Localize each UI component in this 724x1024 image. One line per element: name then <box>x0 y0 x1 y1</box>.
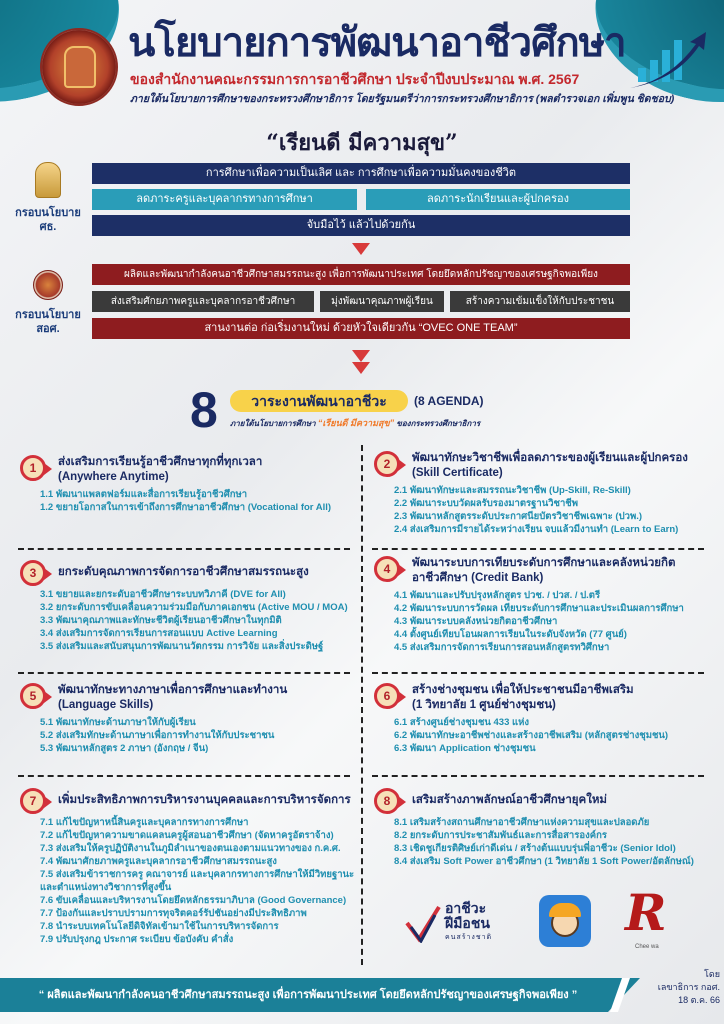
chevron-down-icon <box>352 362 370 374</box>
chee-wa-mark: R <box>625 883 667 942</box>
agenda-card-title <box>412 788 710 808</box>
ovec-seal-small-icon <box>33 270 63 300</box>
agenda-card-item: 5.1 พัฒนาทักษะด้านภาษาให้กับผู้เรียน <box>40 717 196 728</box>
byline-line1: โดย <box>704 969 720 979</box>
otc-logo-line1: อาชีวะ <box>445 900 487 916</box>
agenda-card-8 <box>374 788 710 868</box>
column-divider <box>361 445 363 965</box>
section-divider <box>372 672 704 674</box>
agenda-card-item: 8.3 เชิดชูเกียรติศิษย์เก่าดีเด่น / สร้างต้นแบบรุ่นพี่อาชีวะ (Senior Idol) <box>394 843 676 854</box>
agenda-card-4 <box>374 556 710 654</box>
agenda-card-title-line: ส่งเสริมการเรียนรู้อาชีวศึกษาทุกที่ทุกเวลา <box>58 456 263 468</box>
agenda-title: วาระงานพัฒนาอาชีวะ <box>230 390 408 412</box>
agenda-card-item: 7.4 พัฒนาศักยภาพครูและบุคลากรอาชีวศึกษาสมรรถนะสูง <box>40 856 277 867</box>
otc-logo <box>405 899 510 947</box>
page-subsubtitle: ภายใต้นโยบายการศึกษาของกระทรวงศึกษาธิการ โดยรัฐมนตรีว่าการกระทรวงศึกษาธิการ (พลตำรวจเอก เพิ่มพูน ชิดชอบ) <box>130 93 675 105</box>
agenda-title-en: (8 AGENDA) <box>414 394 484 408</box>
agenda-card-item: 8.2 ยกระดับการประชาสัมพันธ์และการสื่อสารองค์กร <box>394 830 607 841</box>
agenda-card-2 <box>374 451 710 536</box>
agenda-card-title-line: (Anywhere Anytime) <box>58 471 169 483</box>
agenda-card-7 <box>20 788 356 946</box>
section-divider <box>18 548 350 550</box>
agenda-number-badge: 7 <box>20 788 46 814</box>
ovec-seal-icon <box>40 28 118 106</box>
agenda-card-title-line: พัฒนาระบบการเทียบระดับการศึกษาและคลังหน่วยกิต <box>412 557 676 569</box>
agenda-card-title-line: (Skill Certificate) <box>412 467 503 479</box>
agenda-number-badge: 5 <box>20 683 46 709</box>
page-subtitle: ของสำนักงานคณะกรรมการการอาชีวศึกษา ประจำปีงบประมาณ พ.ศ. 2567 <box>130 71 580 87</box>
agenda-heading <box>190 382 590 438</box>
agenda-card-items <box>40 716 356 755</box>
agenda-card-items <box>40 816 356 946</box>
agenda-card-5 <box>20 683 356 755</box>
agenda-card-items <box>394 816 710 868</box>
moe-framework-label <box>10 162 86 235</box>
section-divider <box>372 548 704 550</box>
agenda-card-item: 5.2 ส่งเสริมทักษะด้านภาษาเพื่อการทำงานให้กับประชาชน <box>40 730 275 741</box>
agenda-card-title-line: เพิ่มประสิทธิภาพการบริหารงานบุคคลและการบริหารจัดการ <box>58 794 351 806</box>
ovec-row2-a: ส่งเสริมศักยภาพครูและบุคลากรอาชีวศึกษา <box>92 291 314 312</box>
agenda-card-items <box>40 488 356 514</box>
ovec-row2-c: สร้างความเข้มแข็งให้กับประชาชน <box>450 291 630 312</box>
ovec-row1: ผลิตและพัฒนากำลังคนอาชีวศึกษาสมรรถนะสูง เพื่อการพัฒนาประเทศ โดยยึดหลักปรัชญาของเศรษฐกิจพอเพียง <box>92 264 630 285</box>
check-hand-icon <box>405 903 441 943</box>
agenda-card-item: 8.1 เสริมสร้างสถานศึกษาอาชีวศึกษาแห่งความสุขและปลอดภัย <box>394 817 650 828</box>
agenda-card-item: 7.8 นำระบบเทคโนโลยีดิจิทัลเข้ามาใช้ในการบริหารจัดการ <box>40 921 279 932</box>
agenda-card-item: 7.9 ปรับปรุงกฎ ประกาศ ระเบียบ ข้อบังคับ คำสั่ง <box>40 934 234 945</box>
agenda-card-item: 2.3 พัฒนาหลักสูตรระดับประกาศนียบัตรวิชาชีพเฉพาะ (ปวพ.) <box>394 511 643 522</box>
footer-quote: “ ผลิตและพัฒนากำลังคนอาชีวศึกษาสมรรถนะสูง เพื่อการพัฒนาประเทศ โดยยึดหลักปรัชญาของเศรษฐกิจพอเพียง ” <box>38 989 578 1001</box>
agenda-card-item: 7.1 แก้ไขปัญหาหนี้สินครูและบุคลากรทางการศึกษา <box>40 817 249 828</box>
agenda-card-item: 3.4 ส่งเสริมการจัดการเรียนการสอนแบบ Active Learning <box>40 628 278 639</box>
agenda-card-items <box>40 588 356 653</box>
agenda-card-title <box>412 683 710 713</box>
agenda-number: 8 <box>190 382 218 438</box>
agenda-card-item: 7.2 แก้ไขปัญหาความขาดแคลนครูผู้สอนอาชีวศึกษา (จัดหาครูอัตราจ้าง) <box>40 830 334 841</box>
section-divider <box>372 775 704 777</box>
agenda-card-item: 3.2 ยกระดับการขับเคลื่อนความร่วมมือกับภาคเอกชน (Active MOU / MOA) <box>40 602 348 613</box>
agenda-card-item: 7.3 ส่งเสริมให้ครูปฏิบัติงานในภูมิลำเนาของตนเองตามแนวทางของ ก.ค.ศ. <box>40 843 341 854</box>
agenda-card-item: 4.4 ตั้งศูนย์เทียบโอนผลการเรียนในระดับจังหวัด (77 ศูนย์) <box>394 629 627 640</box>
agenda-card-3 <box>20 560 356 653</box>
agenda-card-item: 3.1 ขยายและยกระดับอาชีวศึกษาระบบทวิภาคี (DVE for All) <box>40 589 286 600</box>
agenda-card-item: 3.3 พัฒนาคุณภาพและทักษะชีวิตผู้เรียนอาชีวศึกษาในทุกมิติ <box>40 615 282 626</box>
agenda-card-title-line: ยกระดับคุณภาพการจัดการอาชีวศึกษาสมรรถนะสูง <box>58 566 309 578</box>
chevron-down-icon <box>352 350 370 362</box>
agenda-card-items <box>394 484 710 536</box>
agenda-card-items <box>394 589 710 654</box>
agenda-card-item: 1.1 พัฒนาแพลตฟอร์มและสื่อการเรียนรู้อาชีวศึกษา <box>40 489 248 500</box>
logos-row <box>405 883 695 953</box>
motto: “เรียนดี มีความสุข” <box>266 130 458 156</box>
agenda-number-badge: 1 <box>20 455 46 481</box>
agenda-card-title-line: พัฒนาทักษะวิชาชีพเพื่อลดภาระของผู้เรียนและผู้ปกครอง <box>412 452 688 464</box>
chee-wa-text: Chee wa <box>635 944 659 950</box>
byline-line3: 18 ต.ค. 66 <box>678 995 720 1005</box>
agenda-card-item: 2.2 พัฒนาระบบวัดผลรับรองมาตรฐานวิชาชีพ <box>394 498 579 509</box>
ovec-label-line2: สอศ. <box>36 323 60 336</box>
ovec-framework-label <box>10 270 86 337</box>
agenda-card-item: 6.2 พัฒนาทักษะอาชีพช่างและสร้างอาชีพเสริม (หลักสูตรช่างชุมชน) <box>394 730 669 741</box>
agenda-card-item: 7.7 ป้องกันและปราบปรามการทุจริตคอร์รัปชันอย่างมีประสิทธิภาพ <box>40 908 307 919</box>
agenda-card-title <box>58 560 356 580</box>
agenda-number-badge: 4 <box>374 556 400 582</box>
agenda-card-item: 6.1 สร้างศูนย์ช่างชุมชน 433 แห่ง <box>394 717 530 728</box>
agenda-card-title <box>412 556 710 586</box>
ovec-row3: สานงานต่อ ก่อเริ่มงานใหม่ ด้วยหัวใจเดียวกัน “OVEC ONE TEAM” <box>92 318 630 339</box>
byline-line2: เลขาธิการ กอศ. <box>657 982 720 992</box>
agenda-card-title-line: เสริมสร้างภาพลักษณ์อาชีวศึกษายุคใหม่ <box>412 794 607 806</box>
agenda-card-title-line: สร้างช่างชุมชน เพื่อให้ประชาชนมีอาชีพเสริม <box>412 684 634 696</box>
agenda-card-title <box>58 455 356 485</box>
agenda-card-title-line: (Language Skills) <box>58 699 154 711</box>
agenda-card-title <box>412 451 710 481</box>
agenda-card-item: 5.3 พัฒนาหลักสูตร 2 ภาษา (อังกฤษ / จีน) <box>40 743 209 754</box>
agenda-card-item: 4.2 พัฒนาระบบการวัดผล เทียบระดับการศึกษาและประเมินผลการศึกษา <box>394 603 684 614</box>
agenda-card-items <box>394 716 710 755</box>
section-divider <box>18 775 350 777</box>
header <box>40 22 690 117</box>
agenda-card-item: 4.5 ส่งเสริมการจัดการเรียนการสอนหลักสูตรทวิศึกษา <box>394 642 610 653</box>
technician-app-icon <box>539 895 591 947</box>
otc-logo-sub: คนสร้างชาติ <box>445 934 493 941</box>
agenda-card-item: 3.5 ส่งเสริมและสนับสนุนการพัฒนานวัตกรรม การวิจัย และสิ่งประดิษฐ์ <box>40 641 324 652</box>
agenda-card-title-line: (1 วิทยาลัย 1 ศูนย์ช่างชุมชน) <box>412 699 556 711</box>
agenda-card-title-line: พัฒนาทักษะทางภาษาเพื่อการศึกษาและทำงาน <box>58 684 288 696</box>
agenda-number-badge: 6 <box>374 683 400 709</box>
moe-row2-right: ลดภาระนักเรียนและผู้ปกครอง <box>366 189 630 210</box>
chevron-down-icon <box>352 243 370 255</box>
agenda-number-badge: 2 <box>374 451 400 477</box>
moe-row1: การศึกษาเพื่อความเป็นเลิศ และ การศึกษาเพื่อความมั่นคงของชีวิต <box>92 163 630 184</box>
moe-row2-left: ลดภาระครูและบุคลากรทางการศึกษา <box>92 189 357 210</box>
agenda-card-item: 7.6 ขับเคลื่อนและบริหารงานโดยยึดหลักธรรมาภิบาล (Good Governance) <box>40 895 347 906</box>
byline <box>640 968 720 1007</box>
page-title: นโยบายการพัฒนาอาชีวศึกษา <box>128 21 626 65</box>
chee-wa-logo <box>623 883 673 953</box>
growth-arrow-icon <box>630 30 710 90</box>
agenda-card-item: 4.1 พัฒนาและปรับปรุงหลักสูตร ปวช. / ปวส. / ป.ตรี <box>394 590 601 601</box>
agenda-number-badge: 8 <box>374 788 400 814</box>
agenda-card-title-line: อาชีวศึกษา (Credit Bank) <box>412 572 544 584</box>
agenda-card-item: 6.3 พัฒนา Application ช่างชุมชน <box>394 743 536 754</box>
agenda-card-item: 8.4 ส่งเสริม Soft Power อาชีวศึกษา (1 วิทยาลัย 1 Soft Power/อัตลักษณ์) <box>394 856 694 867</box>
agenda-card-title <box>58 788 356 808</box>
otc-logo-line2: ฝีมือชน <box>445 915 490 931</box>
agenda-card-item: 2.1 พัฒนาทักษะและสมรรถนะวิชาชีพ (Up-Skill, Re-Skill) <box>394 485 631 496</box>
agenda-card-item: 7.5 ส่งเสริมข้าราชการครู คณาจารย์ และบุคลากรทางการศึกษาให้มีวิทยฐานะและตำแหน่งทางวิชาการที่สูงขึ้น <box>40 869 355 893</box>
agenda-card-1 <box>20 455 356 514</box>
agenda-card-6 <box>374 683 710 755</box>
ovec-row2-b: มุ่งพัฒนาคุณภาพผู้เรียน <box>320 291 444 312</box>
section-divider <box>18 672 350 674</box>
moe-row3: จับมือไว้ แล้วไปด้วยกัน <box>92 215 630 236</box>
agenda-card-title <box>58 683 356 713</box>
moe-label-line1: กรอบนโยบาย <box>15 207 81 219</box>
agenda-card-item: 1.2 ขยายโอกาสในการเข้าถึงการศึกษาอาชีวศึกษา (Vocational for All) <box>40 502 332 513</box>
agenda-subtitle: ภายใต้นโยบายการศึกษา “เรียนดี มีความสุข” ของกระทรวงศึกษาธิการ <box>230 418 481 428</box>
ovec-label-line1: กรอบนโยบาย <box>15 309 81 321</box>
agenda-card-item: 2.4 ส่งเสริมการมีรายได้ระหว่างเรียน จบแล้วมีงานทำ (Learn to Earn) <box>394 524 679 535</box>
agenda-card-item: 4.3 พัฒนาระบบคลังหน่วยกิตอาชีวศึกษา <box>394 616 558 627</box>
moe-emblem-icon <box>35 162 61 198</box>
agenda-number-badge: 3 <box>20 560 46 586</box>
moe-label-line2: ศธ. <box>39 221 57 234</box>
